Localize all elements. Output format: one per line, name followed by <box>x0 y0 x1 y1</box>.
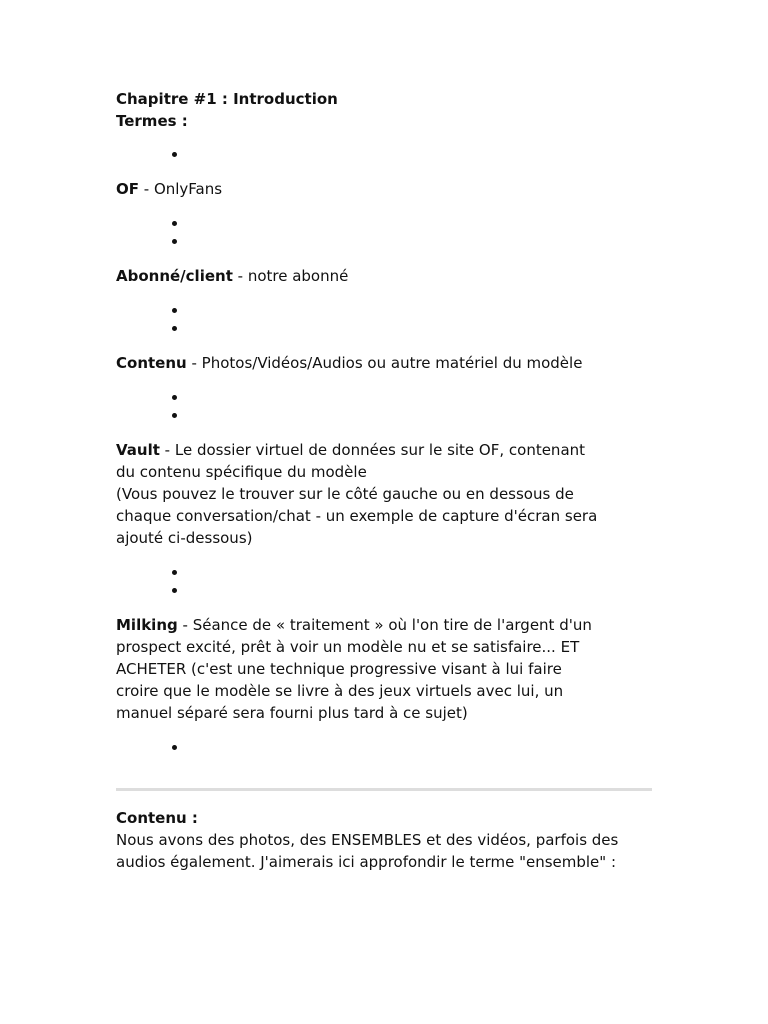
list-item <box>188 738 652 757</box>
term-separator: - <box>139 179 154 198</box>
empty-bullet-list <box>116 214 652 251</box>
term-separator: - <box>177 615 193 634</box>
term-separator: - <box>186 353 202 372</box>
section-body: Nous avons des photos, des ENSEMBLES et des vidéos, parfois des audios également. J'aimerais ici approfondir le terme "ensemble" : <box>116 831 619 871</box>
empty-bullet-list <box>116 145 652 164</box>
term-abonne <box>116 265 605 287</box>
term-definition: Le dossier virtuel de données sur le site OF, contenant du contenu spécifique du modèle <box>116 440 586 481</box>
term-contenu <box>116 352 605 374</box>
term-definition: Photos/Vidéos/Audios ou autre matériel du modèle <box>201 353 583 372</box>
empty-bullet-list <box>116 738 652 757</box>
list-item <box>188 214 652 233</box>
term-definition: notre abonné <box>247 266 349 285</box>
list-item <box>188 563 652 582</box>
term-definition: Séance de « traitement » où l'on tire de l'argent d'un prospect excité, prêt à voir un modèle nu et se satisfaire... ET ACHETER (c'est une technique progressive visant à lui faire croire que le modèle se livre à des jeux virtuels avec lui, un manuel séparé sera fourni plus tard à ce sujet) <box>116 615 592 722</box>
list-item <box>188 388 652 407</box>
empty-bullet-list <box>116 301 652 338</box>
term-label: Milking <box>116 615 178 634</box>
list-item <box>188 145 652 164</box>
term-label: Vault <box>116 440 160 459</box>
term-definition: OnlyFans <box>153 179 223 198</box>
list-item <box>188 581 652 600</box>
term-separator: - <box>159 440 175 459</box>
list-item <box>188 319 652 338</box>
term-separator: - <box>232 266 248 285</box>
term-note: (Vous pouvez le trouver sur le côté gauche ou en dessous de chaque conversation/chat - un exemple de capture d'écran sera ajouté ci-dessous) <box>116 484 598 547</box>
document-page <box>116 88 652 873</box>
term-vault <box>116 439 605 549</box>
section-heading: Contenu : <box>116 809 198 827</box>
term-of <box>116 178 605 200</box>
term-label: Contenu <box>116 353 187 372</box>
list-item <box>188 232 652 251</box>
list-item <box>188 406 652 425</box>
list-item <box>188 301 652 320</box>
term-label: Abonné/client <box>116 266 233 285</box>
term-milking <box>116 614 605 724</box>
chapter-title: Chapitre #1 : Introduction <box>116 90 338 108</box>
empty-bullet-list <box>116 563 652 600</box>
terms-heading: Termes : <box>116 112 188 130</box>
term-label: OF <box>116 179 139 198</box>
empty-bullet-list <box>116 388 652 425</box>
